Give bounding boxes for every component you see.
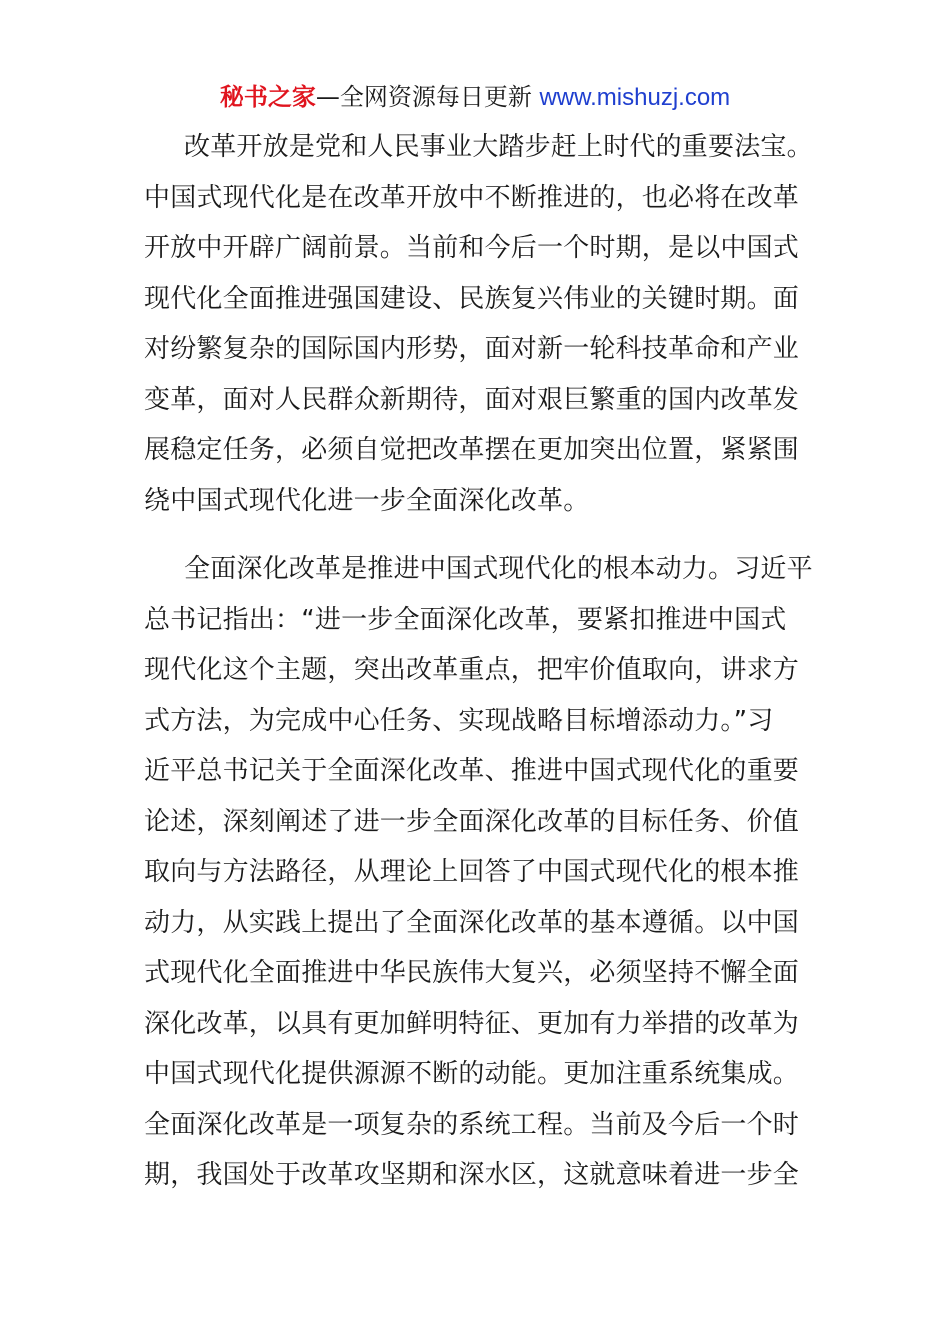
text-line: 中国式现代化提供源源不断的动能。更加注重系统集成。 <box>144 1059 800 1089</box>
text-line: 式现代化全面推进中华民族伟大复兴，必须坚持不懈全面 <box>144 958 800 988</box>
site-header <box>0 80 950 115</box>
text-line: 绕中国式现代化进一步全面深化改革。 <box>144 485 590 516</box>
brand-name: 秘书之家 <box>219 83 316 111</box>
text-line: 变革，面对人民群众新期待，面对艰巨繁重的国内改革发 <box>144 384 800 415</box>
text-line: 论述，深刻阐述了进一步全面深化改革的目标任务、价值 <box>144 806 800 837</box>
text-line: 深化改革，以具有更加鲜明特征、更加有力举措的改革为 <box>144 1008 800 1039</box>
paragraph-2 <box>144 544 813 1201</box>
site-url-link[interactable]: www.mishuzj.com <box>539 84 731 111</box>
text-line: 中国式现代化是在改革开放中不断推进的，也必将在改革 <box>144 182 800 213</box>
text-line: 改革开放是党和人民事业大踏步赶上时代的重要法宝。 <box>184 132 813 162</box>
text-line: 期，我国处于改革攻坚期和深水区，这就意味着进一步全 <box>144 1160 800 1190</box>
text-line: 动力，从实践上提出了全面深化改革的基本遵循。以中国 <box>144 907 800 938</box>
text-line: 全面深化改革是推进中国式现代化的根本动力。习近平 <box>184 554 813 584</box>
text-line: 总书记指出：“进一步全面深化改革，要紧扣推进中国式 <box>144 604 787 635</box>
text-line: 现代化这个主题，突出改革重点，把牢价值取向，讲求方 <box>144 655 800 685</box>
text-line: 全面深化改革是一项复杂的系统工程。当前及今后一个时 <box>144 1109 800 1140</box>
document-body <box>144 122 813 1201</box>
text-line: 对纷繁复杂的国际国内形势，面对新一轮科技革命和产业 <box>144 334 800 364</box>
text-line: 现代化全面推进强国建设、民族复兴伟业的关键时期。面 <box>144 283 800 314</box>
text-line: 展稳定任务，必须自觉把改革摆在更加突出位置，紧紧围 <box>144 435 800 465</box>
text-line: 近平总书记关于全面深化改革、推进中国式现代化的重要 <box>144 756 800 786</box>
text-line: 取向与方法路径，从理论上回答了中国式现代化的根本推 <box>144 857 800 887</box>
site-slogan: —全网资源每日更新 <box>315 83 532 111</box>
paragraph-1 <box>144 122 813 526</box>
text-line: 式方法，为完成中心任务、实现战略目标增添动力。”习 <box>144 705 774 736</box>
text-line: 开放中开辟广阔前景。当前和今后一个时期，是以中国式 <box>144 233 800 263</box>
